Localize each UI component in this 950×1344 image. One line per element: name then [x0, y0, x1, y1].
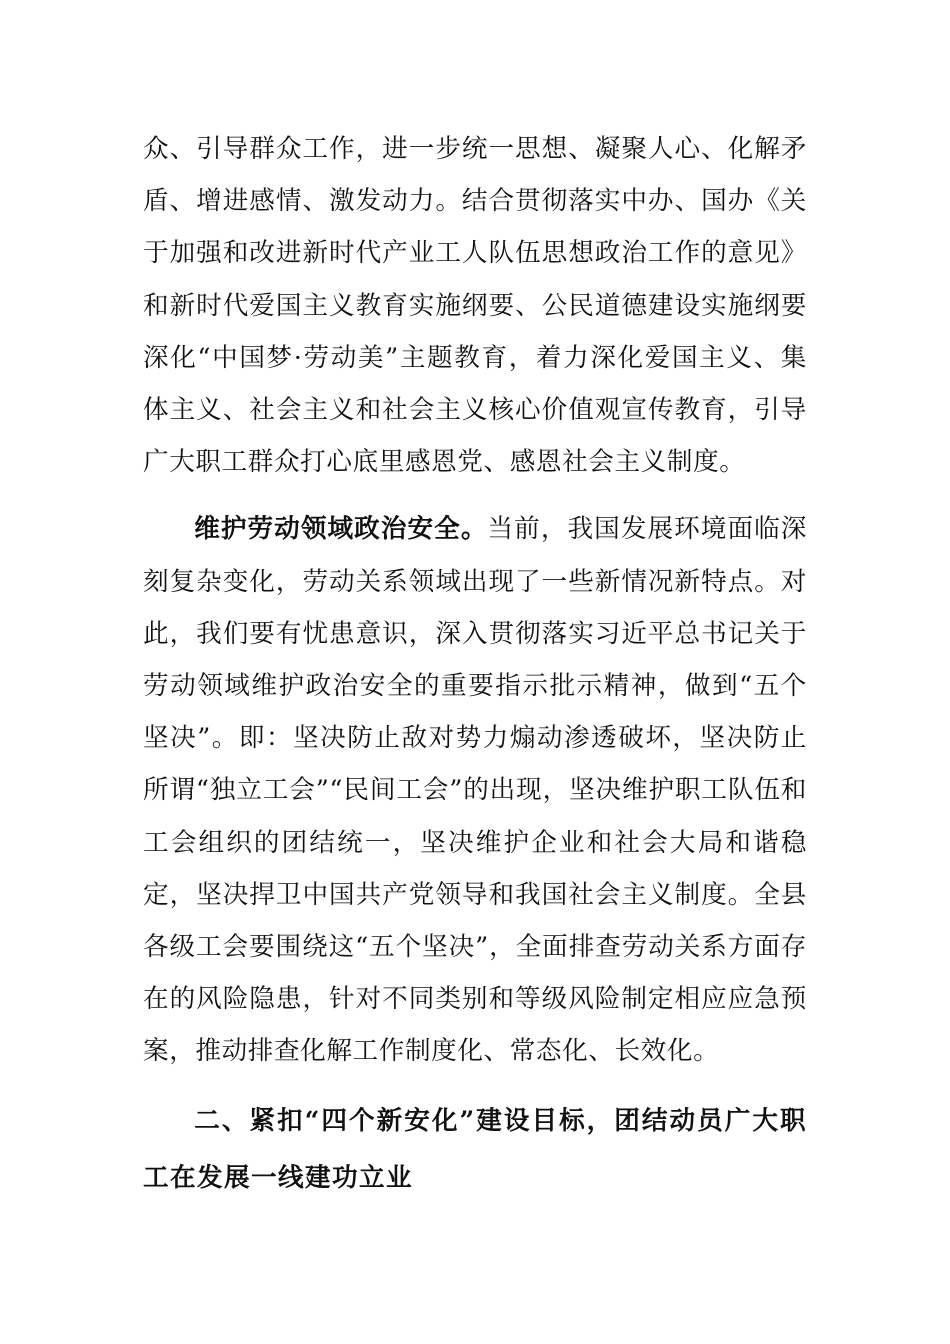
paragraph-lead-heading: 维护劳动领域政治安全。 — [194, 514, 488, 545]
paragraph-body-text: 当前，我国发展环境面临深刻复杂变化，劳动关系领域出现了一些新情况新特点。对此，我们要有忧患意识，深入贯彻落实习近平总书记关于劳动领域维护政治安全的重要指示批示精神，做到“五个坚决”。即：坚决防止敌对势力煽动渗透破坏，坚决防止所谓“独立工会”“民间工会”的出现，坚决维护职工队伍和工会组织的团结统一，坚决维护企业和社会大局和谐稳定，坚决捍卫中国共产党领导和我国社会主义制度。全县各级工会要围绕这“五个坚决”，全面排查劳动关系方面存在的风险隐患，针对不同类别和等级风险制定相应应急预案，推动排查化解工作制度化、常态化、长效化。 — [143, 514, 807, 1067]
paragraph-political-security — [143, 503, 807, 1077]
paragraph-continuation: 众、引导群众工作，进一步统一思想、凝聚人心、化解矛盾、增进感情、激发动力。结合贯彻落实中办、国办《关于加强和改进新时代产业工人队伍思想政治工作的意见》和新时代爱国主义教育实施纲要、公民道德建设实施纲要深化“中国梦·劳动美”主题教育，着力深化爱国主义、集体主义、社会主义和社会主义核心价值观宣传教育，引导广大职工群众打心底里感恩党、感恩社会主义制度。 — [143, 134, 807, 478]
section-heading-two: 二、紧扣“四个新安化”建设目标，团结动员广大职工在发展一线建功立业 — [143, 1105, 807, 1193]
document-body — [143, 123, 807, 1207]
